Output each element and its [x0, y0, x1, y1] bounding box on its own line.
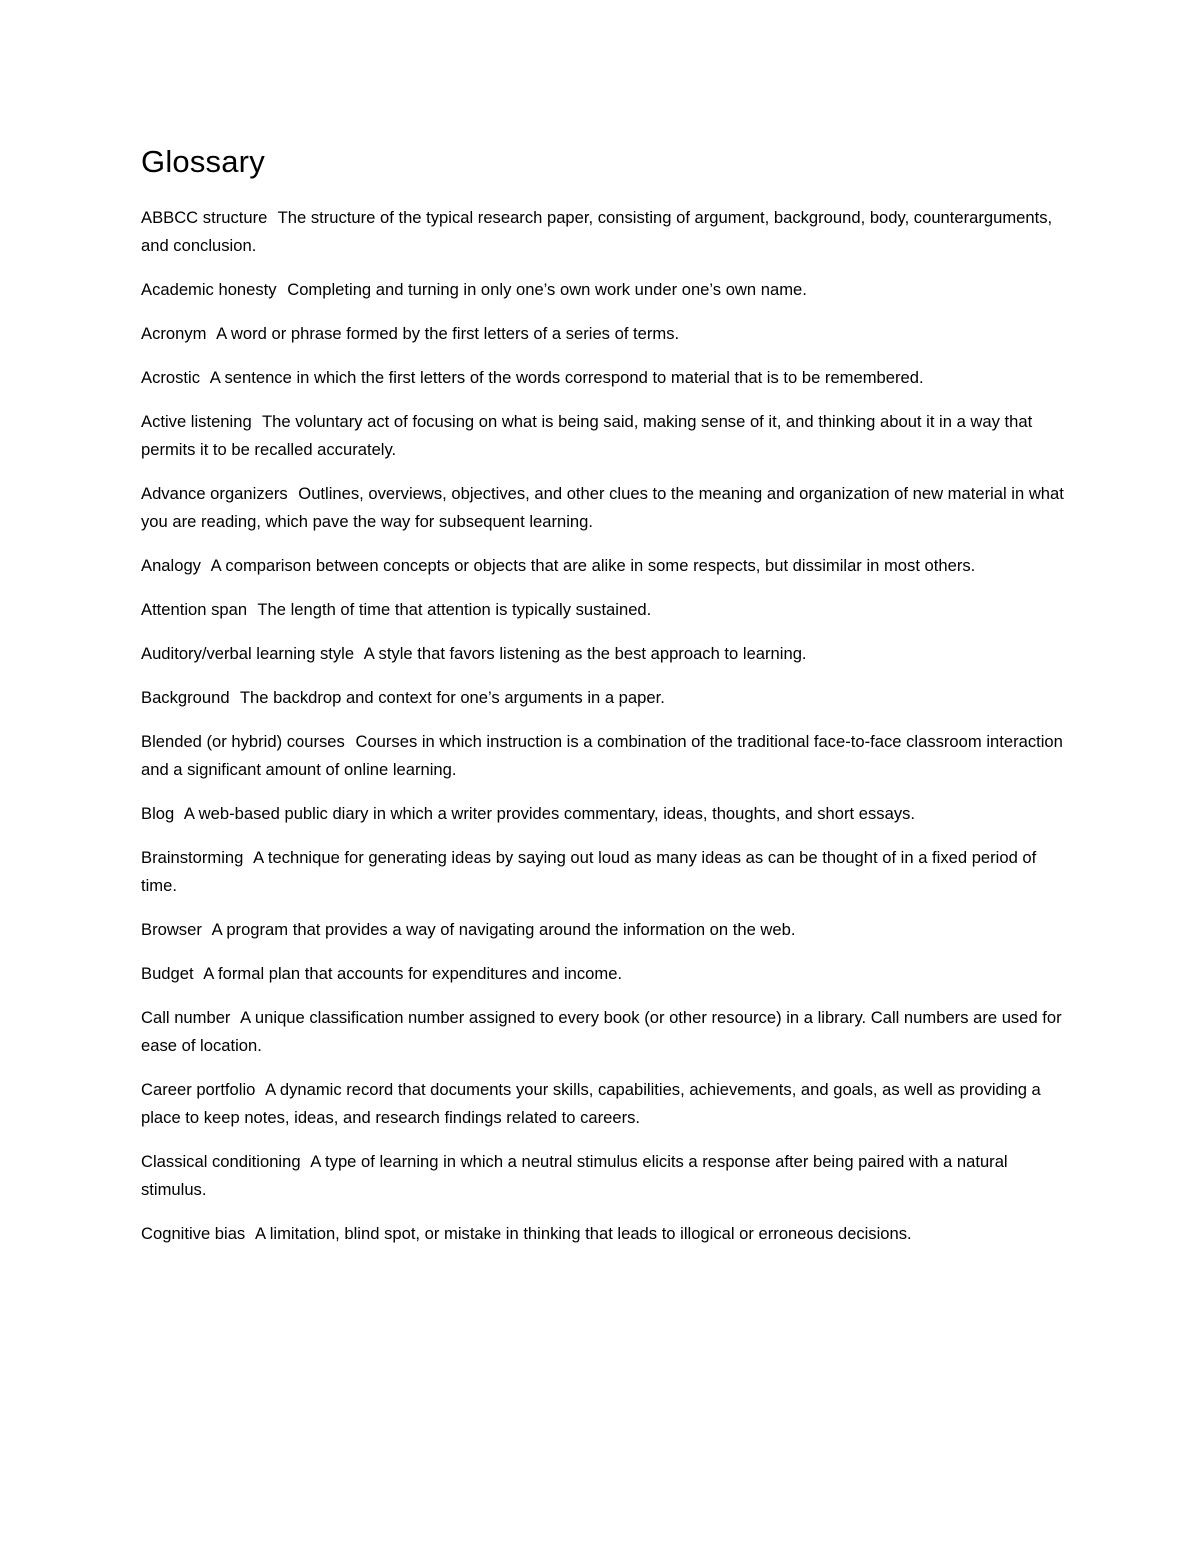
page-title: Glossary — [141, 144, 265, 179]
glossary-term: Cognitive bias — [141, 1224, 246, 1243]
glossary-entry — [141, 1148, 1066, 1204]
glossary-term: Advance organizers — [141, 484, 288, 503]
document-page — [141, 140, 1066, 1264]
glossary-definition: Outlines, overviews, objectives, and other clues to the meaning and organization of new material in what you are reading, which pave the way for subsequent learning. — [141, 484, 1064, 531]
glossary-entry — [141, 552, 1066, 580]
glossary-entry — [141, 844, 1066, 900]
glossary-term: Career portfolio — [141, 1080, 256, 1099]
glossary-term: Blog — [141, 804, 175, 823]
glossary-term: Acrostic — [141, 368, 201, 387]
glossary-definition: A sentence in which the first letters of the words correspond to material that is to be remembered. — [209, 368, 924, 387]
glossary-term: Analogy — [141, 556, 201, 575]
glossary-entry — [141, 1220, 1066, 1248]
glossary-entry — [141, 596, 1066, 624]
glossary-entry — [141, 916, 1066, 944]
glossary-entry — [141, 640, 1066, 668]
glossary-term: Call number — [141, 1008, 231, 1027]
glossary-term: Academic honesty — [141, 280, 277, 299]
glossary-list — [141, 204, 1066, 1248]
glossary-definition: A type of learning in which a neutral stimulus elicits a response after being paired with a natural stimulus. — [141, 1152, 1008, 1199]
glossary-entry — [141, 204, 1066, 260]
glossary-definition: The length of time that attention is typically sustained. — [257, 600, 652, 619]
glossary-term: Auditory/verbal learning style — [141, 644, 355, 663]
glossary-term: Active listening — [141, 412, 252, 431]
glossary-entry — [141, 684, 1066, 712]
glossary-term: Classical conditioning — [141, 1152, 301, 1171]
glossary-definition: A formal plan that accounts for expenditures and income. — [203, 964, 623, 983]
glossary-entry — [141, 728, 1066, 784]
glossary-term: Blended (or hybrid) courses — [141, 732, 345, 751]
glossary-term: ABBCC structure — [141, 208, 268, 227]
glossary-definition: The backdrop and context for one’s arguments in a paper. — [239, 688, 665, 707]
glossary-term: Budget — [141, 964, 194, 983]
glossary-definition: A word or phrase formed by the first letters of a series of terms. — [216, 324, 680, 343]
glossary-definition: A limitation, blind spot, or mistake in thinking that leads to illogical or erroneous decisions. — [254, 1224, 912, 1243]
glossary-definition: Completing and turning in only one’s own work under one’s own name. — [287, 280, 807, 299]
glossary-definition: A style that favors listening as the best approach to learning. — [363, 644, 807, 663]
glossary-entry — [141, 364, 1066, 392]
glossary-entry — [141, 800, 1066, 828]
glossary-definition: The voluntary act of focusing on what is being said, making sense of it, and thinking about it in a way that permits it to be recalled accurately. — [141, 412, 1033, 459]
glossary-entry — [141, 1004, 1066, 1060]
glossary-definition: A program that provides a way of navigating around the information on the web. — [211, 920, 796, 939]
glossary-definition: A web-based public diary in which a writer provides commentary, ideas, thoughts, and short essays. — [183, 804, 916, 823]
glossary-entry — [141, 320, 1066, 348]
glossary-entry — [141, 276, 1066, 304]
glossary-term: Acronym — [141, 324, 207, 343]
glossary-definition: Courses in which instruction is a combination of the traditional face-to-face classroom interaction and a significant amount of online learning. — [141, 732, 1063, 779]
glossary-entry — [141, 1076, 1066, 1132]
glossary-definition: The structure of the typical research paper, consisting of argument, background, body, counterarguments, and conclusion. — [141, 208, 1053, 255]
glossary-term: Background — [141, 688, 230, 707]
glossary-term: Attention span — [141, 600, 248, 619]
glossary-definition: A comparison between concepts or objects that are alike in some respects, but dissimilar in most others. — [210, 556, 976, 575]
glossary-term: Brainstorming — [141, 848, 244, 867]
glossary-entry — [141, 960, 1066, 988]
glossary-entry — [141, 480, 1066, 536]
glossary-entry — [141, 408, 1066, 464]
glossary-definition: A unique classification number assigned to every book (or other resource) in a library. Call numbers are used for ease of location. — [141, 1008, 1062, 1055]
glossary-definition: A dynamic record that documents your skills, capabilities, achievements, and goals, as well as providing a place to keep notes, ideas, and research findings related to careers. — [141, 1080, 1041, 1127]
glossary-definition: A technique for generating ideas by saying out loud as many ideas as can be thought of in a fixed period of time. — [141, 848, 1037, 895]
glossary-term: Browser — [141, 920, 202, 939]
